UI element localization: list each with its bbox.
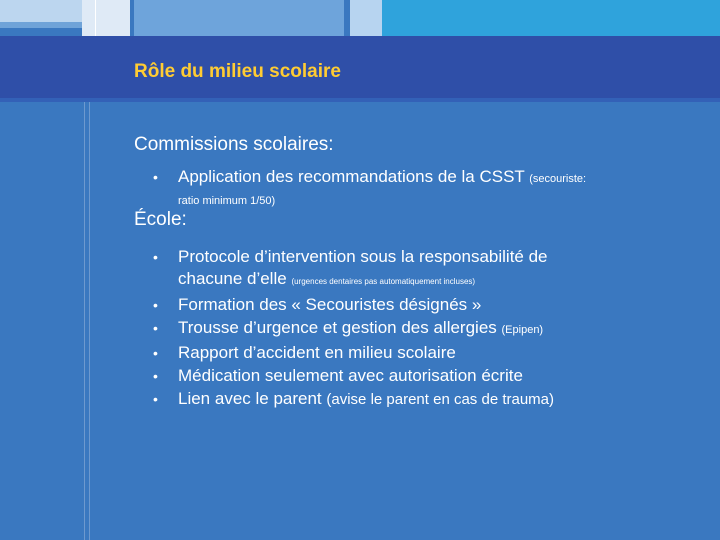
bullet-icon: • <box>153 249 158 265</box>
header-decor-divider <box>95 0 96 36</box>
list-item <box>150 317 554 341</box>
item-text-continued: chacune d’elle <box>178 269 287 288</box>
list-item <box>150 365 554 387</box>
header-decor-block <box>134 0 344 36</box>
item-note: (avise le parent en cas de trauma) <box>326 391 555 408</box>
item-text: Application des recommandations de la CSST <box>178 167 525 186</box>
header-decor-block <box>82 0 130 36</box>
item-note: (Epipen) <box>501 324 544 336</box>
bullet-icon: • <box>153 345 158 361</box>
page-title: Rôle du milieu scolaire <box>134 61 341 82</box>
title-band <box>0 36 720 98</box>
item-text: Rapport d’accident en milieu scolaire <box>178 343 456 362</box>
bullet-icon: • <box>153 320 158 336</box>
header-decor-strip <box>0 0 82 22</box>
item-text: Formation des « Secouristes désignés » <box>178 295 482 314</box>
item-text: Médication seulement avec autorisation écrite <box>178 366 523 385</box>
item-text: Lien avec le parent <box>178 389 322 408</box>
item-text: Protocole d’intervention sous la responsabilité de <box>178 247 548 266</box>
margin-rule <box>84 102 85 540</box>
header-decor-block <box>350 0 382 36</box>
header-decor-block <box>382 0 720 36</box>
bullet-icon: • <box>153 391 158 407</box>
header-decor-line <box>0 22 82 28</box>
list-item <box>150 342 554 364</box>
bullet-icon: • <box>153 169 158 185</box>
bullet-icon: • <box>153 297 158 313</box>
list-item <box>150 388 554 411</box>
bullet-icon: • <box>153 368 158 384</box>
title-band-edge <box>0 98 720 102</box>
item-note: (urgences dentaires pas automatiquement incluses) <box>291 277 476 286</box>
item-text: Trousse d’urgence et gestion des allergies <box>178 318 497 337</box>
item-note-continued: ratio minimum 1/50) <box>178 195 276 207</box>
ecole-list <box>150 246 554 412</box>
list-item <box>150 246 554 293</box>
margin-rule <box>89 102 90 540</box>
item-note: (secouriste: <box>529 173 587 185</box>
list-item <box>150 294 554 316</box>
list-item <box>150 166 586 212</box>
commissions-list <box>150 166 586 212</box>
section-heading-commissions: Commissions scolaires: <box>134 134 334 155</box>
section-heading-ecole: École: <box>134 209 187 230</box>
